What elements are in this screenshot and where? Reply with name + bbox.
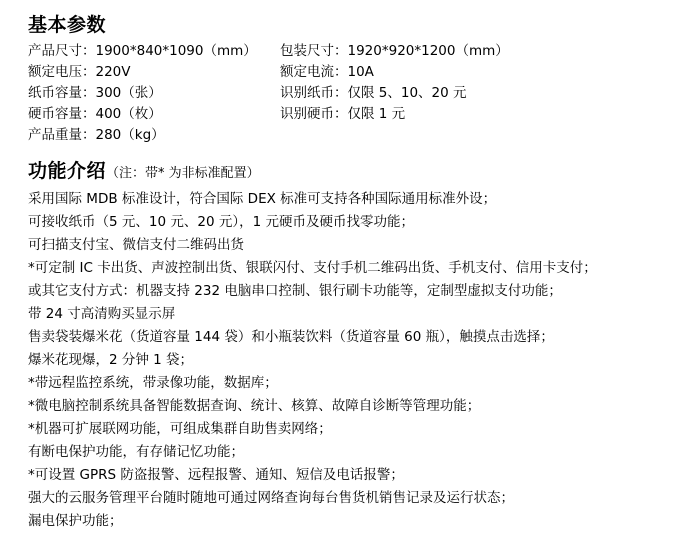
list-item: *带远程监控系统，带录像功能，数据库； — [28, 375, 278, 391]
basic-params-title: 基本参数 — [28, 14, 107, 36]
spec-cell-right — [280, 125, 648, 146]
functions-title-text: 功能介绍 — [28, 160, 107, 182]
spec-cell-right: 识别纸币：仅限 5、10、20 元 — [280, 85, 467, 101]
spec-row — [28, 83, 648, 104]
spec-cell-left: 额定电压：220V — [28, 64, 131, 80]
list-item: 有断电保护功能，有存储记忆功能； — [28, 444, 244, 460]
list-item: 强大的云服务管理平台随时随地可通过网络查询每台售货机销售记录及运行状态； — [28, 490, 514, 506]
spec-row — [28, 41, 648, 62]
list-item: *可设置 GPRS 防盗报警、远程报警、通知、短信及电话报警； — [28, 467, 404, 483]
basic-params-table — [28, 41, 648, 146]
list-item: *机器可扩展联网功能，可组成集群自助售卖网络； — [28, 421, 332, 437]
spec-cell-right: 包装尺寸：1920*920*1200（mm） — [280, 43, 509, 59]
spec-cell-left: 产品尺寸：1900*840*1090（mm） — [28, 43, 257, 59]
spec-row — [28, 104, 648, 125]
list-item: 带 24 寸高清购买显示屏 — [28, 306, 176, 322]
list-item: 采用国际 MDB 标准设计，符合国际 DEX 标准可支持各种国际通用标准外设； — [28, 191, 497, 207]
list-item: *微电脑控制系统具备智能数据查询、统计、核算、故障自诊断等管理功能； — [28, 398, 481, 414]
functions-title — [28, 156, 686, 183]
list-item: 可接收纸币（5 元、10 元、20 元），1 元硬币及硬币找零功能； — [28, 214, 414, 230]
list-item: 可扫描支付宝、微信支付二维码出货 — [28, 237, 244, 253]
spec-cell-left: 硬币容量：400（枚） — [28, 106, 162, 122]
functions-list — [28, 188, 668, 533]
spec-row — [28, 125, 648, 146]
list-item: 或其它支付方式：机器支持 232 电脑串口控制、银行刷卡功能等，定制型虚拟支付功能； — [28, 283, 562, 299]
list-item: 漏电保护功能； — [28, 513, 123, 529]
spec-row — [28, 62, 648, 83]
spec-cell-left: 产品重量：280（kg） — [28, 127, 165, 143]
functions-title-note: （注：带* 为非标准配置） — [106, 166, 260, 181]
spec-cell-right: 识别硬币：仅限 1 元 — [280, 106, 406, 122]
list-item: *可定制 IC 卡出货、声波控制出货、银联闪付、支付手机二维码出货、手机支付、信用卡支付； — [28, 260, 597, 276]
spec-cell-right: 额定电流：10A — [280, 64, 374, 80]
list-item: 售卖袋装爆米花（货道容量 144 袋）和小瓶装饮料（货道容量 60 瓶），触摸点击选择； — [28, 329, 554, 345]
document-page — [0, 10, 686, 555]
spec-cell-left: 纸币容量：300（张） — [28, 85, 162, 101]
list-item: 爆米花现爆，2 分钟 1 袋； — [28, 352, 194, 368]
